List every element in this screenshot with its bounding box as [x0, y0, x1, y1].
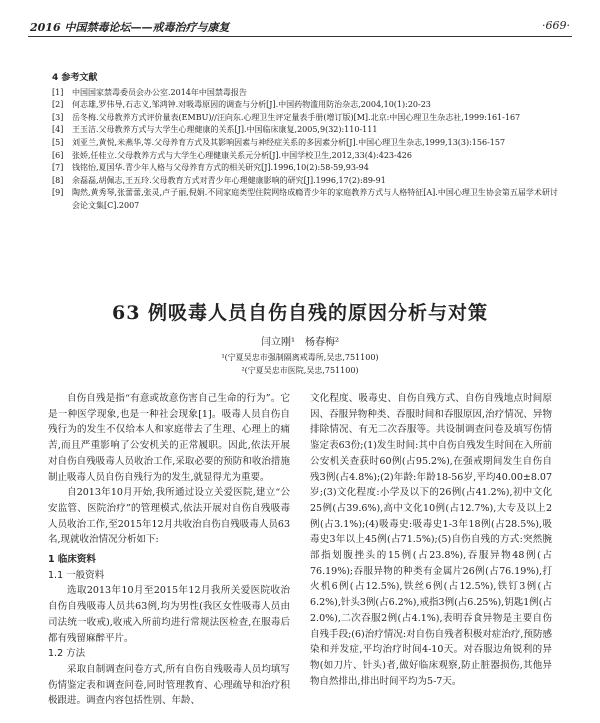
reference-number: [7] [52, 163, 64, 173]
subsection-heading: 1.1 一般资料 [48, 569, 105, 581]
reference-item [52, 99, 560, 112]
reference-item [52, 112, 560, 125]
body-paragraph: 采取自制调查问卷方式,所有自伤自残吸毒人员均填写伤情鉴定表和调查问卷,同时管理教育、心理疏导和治疗积极跟进。调查内容包括性别、年龄、 [48, 663, 290, 707]
reference-item [52, 187, 560, 212]
body-paragraph: 文化程度、吸毒史、自伤自残方式、自伤自残地点时间原因、吞服异物种类、吞服时间和吞服原因,治疗情况、异物排除情况、有无二次吞服等。共设制调查问卷及填写伤情鉴定表63份;(1)发生时间:其中自伤自残发生时间在入所前公安机关查获时60例(占95.2%),在强戒期间发生自伤自残3例(占4.8%);(2)年龄:年龄18-56岁,平均40.00±8.07岁;(3)文化程度:小学及以下的26例(占41.2%),初中文化25例(占39.6%),高中文化10例(占12.7%),大专及以上2例(占3.1%);(4)吸毒史:吸毒史1-3年18例(占28.5%),吸毒史3年以上45例(占71.5%);(5)自伤自残的方式:突然腕部指划腹挫头的15例(占23.8%),吞服异物48例(占76.19%);吞服异物的种类有金属片26例(占76.19%),打火机6例(占12.5%),铁丝6例(占12.5%),铁钉3例(占6.2%),针头3例(占6.2%),戒指3例(占6.25%),钥匙1例(占2.0%),二次吞服2例(占4.1%),表明吞食异物是主要自伤自残手段;(6)治疗情况:对自伤自残者积极对症治疗,预防感染和并发症,平均治疗时间4-10天。对吞服边角锐利的异物(如刀片、针头)者,做好临床观察,防止脏器损伤,其他异物自然排出,排出时间平均为5-7天。 [310, 393, 552, 687]
reference-item [52, 162, 560, 175]
reference-number: [1] [52, 87, 64, 97]
reference-item [52, 137, 560, 150]
article-authors: 闫立刚¹ 杨春梅² [260, 337, 340, 348]
reference-text: 陶然,黄秀琴,张蕾蕾,张灵,卢子丽,倪娟.不同家庭类型住院网络成瘾青少年的家庭教养方式与人格特征[A].中国心理卫生协会第五届学术研讨会论文集[C].2007 [72, 188, 558, 210]
reference-text: 王玉洁.父母教养方式与大学生心理健康的关系[J].中国临床康复,2005,9(32):110-111 [72, 125, 378, 135]
journal-title: 2016 中国禁毒论坛——戒毒治疗与康复 [30, 21, 230, 34]
reference-text: 何志雄,罗伟导,石志义,邹鸿钟.对吸毒原因的调查与分析[J].中国药物滥用防治杂志,2004,10(1):20-23 [72, 100, 431, 110]
reference-text: 钱铭怡,夏国华.青少年人格与父母养育方式的相关研究[J].1996,10(2):58-59,93-94 [72, 163, 369, 173]
reference-number: [5] [52, 137, 64, 147]
article-title: 63 例吸毒人员自伤自残的原因分析与对策 [111, 302, 489, 324]
reference-item [52, 175, 560, 188]
reference-number: [3] [52, 112, 64, 122]
reference-text: 张娇,任桂立.父母教养方式与大学生心理健康关系元分析[J].中国学校卫生,2012,33(4):423-426 [72, 150, 412, 160]
reference-number: [6] [52, 150, 64, 160]
reference-item [52, 87, 560, 100]
reference-number: [4] [52, 125, 64, 135]
reference-text: 刘亚兰,黄悦,米燕华,等.父母养育方式及其影响因素与神经症关系的多因素分析[J].中国心理卫生杂志,1999,13(3):156-157 [72, 137, 506, 147]
page-number: ·669· [542, 19, 570, 32]
references-section [52, 72, 560, 213]
running-header [28, 16, 572, 37]
reference-item [52, 150, 560, 163]
body-paragraph: 自2013年10月开始,我所通过设立关爱医院,建立“公安监管、医院治疗”的管理模式,依法开展对自伤自残吸毒人员收治工作,至2015年12月共收治自伤自残吸毒人员63名,现就收治情况分析如下: [48, 487, 290, 546]
body-column-left [48, 391, 290, 709]
references-heading: 4 参考文献 [52, 73, 98, 83]
affiliation-1: ¹(宁夏吴忠市强制隔离戒毒所,吴忠,751100) [221, 353, 379, 362]
reference-number: [9] [52, 188, 64, 198]
reference-number: [8] [52, 175, 64, 185]
reference-text: 岳冬梅.父母教养方式评价量表(EMBU)//汪向东.心理卫生评定量表手册(增订版)[M].北京:中国心理卫生杂志社,1999:161-167 [72, 112, 521, 122]
reference-item [52, 124, 560, 137]
reference-number: [2] [52, 100, 64, 110]
subsection-heading: 1.2 方法 [48, 648, 86, 660]
reference-text: 余磊磊,胡佩志,王五玲.父母教育方式对青少年心理健康影响的研究[J].1996,17(2):89-91 [72, 175, 386, 185]
body-paragraph: 自伤自残是指“有意或故意伤害自己生命的行为”。它是一种医学现象,也是一种社会现象[1]。吸毒人员自伤自残行为的发生不仅给本人和家庭带去了生理、心理上的痛苦,而且严重影响了公安机关的正常履职。因此,依法开展对自伤自残吸毒人员收治工作,采取必要的预防和收治措施制止吸毒人员自伤自残行为的发生,就显得尤为重要。 [48, 393, 290, 483]
reference-text: 中国国家禁毒委员会办公室.2014年中国禁毒报告 [72, 87, 247, 97]
body-paragraph: 选取2013年10月至2015年12月我所关爱医院收治自伤自残吸毒人员共63例,均为男性(我区女性吸毒人员由司法统一收戒),收戒入所前均进行常规法医检查,在服毒后都有残留麻醉平片。 [48, 585, 290, 644]
author-affiliations [0, 351, 600, 377]
affiliation-2: ²(宁夏吴忠市医院,吴忠,751100) [241, 366, 359, 375]
body-column-right [310, 391, 552, 689]
section-heading: 1 临床资料 [48, 554, 96, 566]
